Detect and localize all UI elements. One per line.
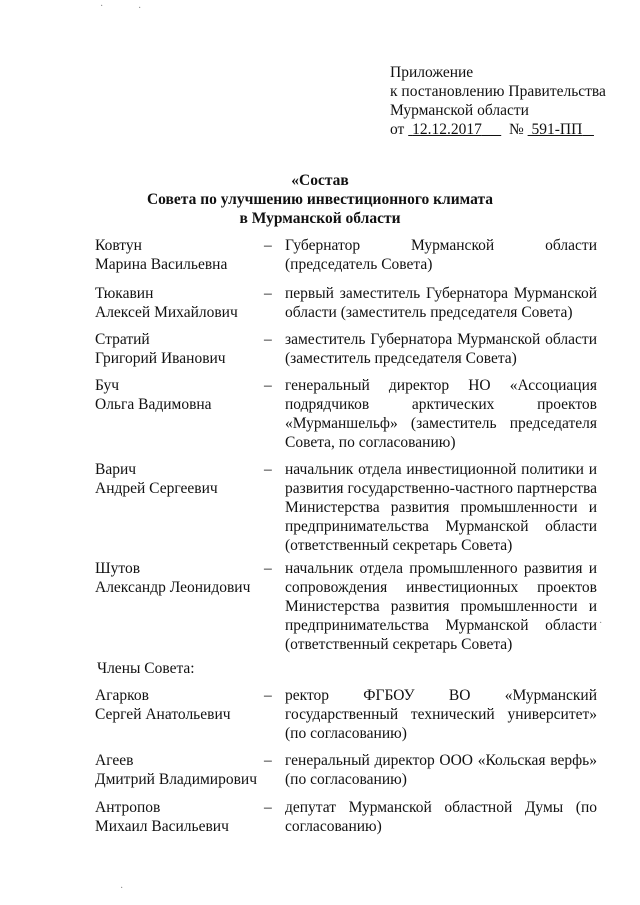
dash: – bbox=[264, 377, 272, 394]
members-label: Члены Совета: bbox=[97, 660, 195, 677]
member-name: Стратий Григорий Иванович bbox=[95, 331, 226, 367]
member-role: первый заместитель Губернатора Мурманской области (заместитель председателя Совета) bbox=[285, 285, 597, 321]
member-role: генеральный директор ООО «Кольская верфь» (по согласованию) bbox=[285, 752, 597, 788]
dash: – bbox=[264, 752, 272, 769]
dash: – bbox=[264, 560, 272, 577]
number-prefix: № bbox=[508, 121, 524, 138]
appendix-date-line bbox=[390, 120, 630, 139]
title-line: Совета по улучшению инвестиционного климата bbox=[146, 191, 494, 208]
appendix-line: Мурманской области bbox=[390, 102, 529, 119]
member-role: депутат Мурманской областной Думы (по согласованию) bbox=[285, 799, 597, 835]
scan-speck: · bbox=[100, 1, 104, 12]
document-number: 591-ПП bbox=[531, 121, 583, 138]
document-date: 12.12.2017 bbox=[412, 121, 482, 138]
member-name: Агарков Сергей Анатольевич bbox=[95, 687, 231, 723]
date-prefix: от bbox=[390, 121, 405, 138]
dash: – bbox=[264, 799, 272, 816]
member-name: Варич Андрей Сергеевич bbox=[95, 461, 218, 497]
member-role: начальник отдела промышленного развития и сопровождения инвестиционных проектов Министерства развития промышленности и предпринимательства Мурманской области (ответственный секретарь Совета) bbox=[285, 560, 597, 653]
member-role: заместитель Губернатора Мурманской области (заместитель председателя Совета) bbox=[285, 331, 597, 367]
appendix-line: к постановлению Правительства bbox=[390, 83, 606, 100]
scan-speck: · bbox=[138, 3, 142, 14]
member-role: начальник отдела инвестиционной политики и развития государственно-частного партнерства Министерства развития промышленности и предпринимательства Мурманской области (ответственный секретарь Совета) bbox=[285, 461, 597, 554]
dash: – bbox=[264, 687, 272, 704]
title-line: в Мурманской области bbox=[239, 210, 401, 227]
dash: – bbox=[264, 331, 272, 348]
member-name: Буч Ольга Вадимовна bbox=[95, 377, 212, 413]
document-title bbox=[0, 171, 640, 228]
member-name: Тюкавин Алексей Михайлович bbox=[95, 285, 238, 321]
appendix-block bbox=[390, 63, 630, 139]
scan-speck: · bbox=[120, 883, 124, 894]
dash: – bbox=[264, 285, 272, 302]
title-line: «Состав bbox=[291, 172, 349, 189]
scan-speck: · bbox=[599, 618, 603, 629]
appendix-line: Приложение bbox=[390, 64, 474, 81]
member-name: Шутов Александр Леонидович bbox=[95, 560, 251, 596]
dash: – bbox=[264, 461, 272, 478]
member-name: Ковтун Марина Васильевна bbox=[95, 237, 228, 273]
member-role: ректор ФГБОУ ВО «Мурманский государственный технический университет» (по согласованию) bbox=[285, 687, 597, 742]
member-name: Антропов Михаил Васильевич bbox=[95, 799, 229, 835]
member-role: Губернатор Мурманской области (председатель Совета) bbox=[285, 237, 597, 273]
member-name: Агеев Дмитрий Владимирович bbox=[95, 752, 258, 788]
member-role: генеральный директор НО «Ассоциация подрядчиков арктических проектов «Мурманшельф» (заместитель председателя Совета, по согласованию) bbox=[285, 377, 597, 451]
dash: – bbox=[264, 237, 272, 254]
